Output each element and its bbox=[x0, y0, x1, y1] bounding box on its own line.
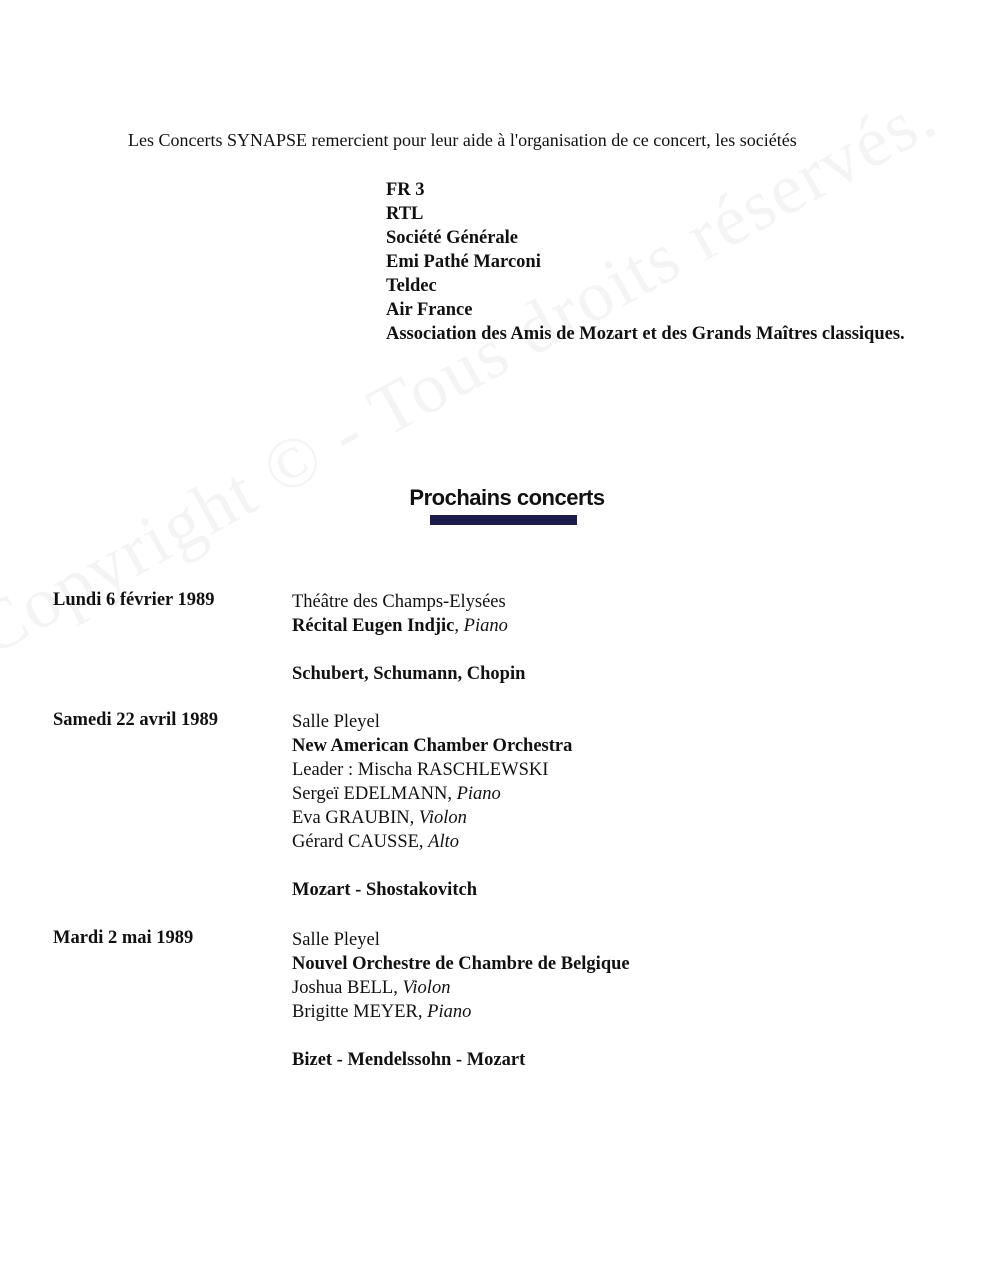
concert-venue: Salle Pleyel bbox=[292, 712, 380, 732]
performer-line bbox=[292, 976, 630, 1000]
program-instrument: Piano bbox=[463, 616, 508, 636]
performer-instrument: Piano bbox=[456, 784, 501, 804]
performer-instrument: Violon bbox=[418, 808, 467, 828]
performer-line bbox=[292, 782, 572, 806]
sponsor-item: RTL bbox=[386, 204, 424, 224]
sponsor-item: Teldec bbox=[386, 276, 437, 296]
concert-composers: Bizet - Mendelssohn - Mozart bbox=[292, 1050, 526, 1070]
program-name: Récital Eugen Indjic bbox=[292, 616, 455, 636]
performer-instrument: Alto bbox=[428, 832, 460, 852]
performer-line bbox=[292, 1000, 630, 1024]
concert-details bbox=[292, 590, 525, 686]
concert-composers: Schubert, Schumann, Chopin bbox=[292, 664, 526, 684]
sponsor-list bbox=[386, 178, 905, 346]
sponsor-item: FR 3 bbox=[386, 180, 425, 200]
sponsor-item: Air France bbox=[386, 300, 473, 320]
performer-instrument: Violon bbox=[402, 978, 451, 998]
performer-line bbox=[292, 830, 572, 854]
performer-name: Eva GRAUBIN, bbox=[292, 808, 415, 828]
concert-date: Lundi 6 février 1989 bbox=[53, 590, 215, 610]
concert-date: Samedi 22 avril 1989 bbox=[53, 710, 218, 730]
concert-program: Récital Eugen Indjic, Piano bbox=[292, 616, 508, 636]
concert-details bbox=[292, 928, 630, 1072]
concert-details bbox=[292, 710, 572, 902]
concert-leader: Leader : Mischa RASCHLEWSKI bbox=[292, 760, 549, 780]
sponsor-item: Société Générale bbox=[386, 228, 519, 248]
performer-name: Sergeï EDELMANN, bbox=[292, 784, 452, 804]
concert-program: Nouvel Orchestre de Chambre de Belgique bbox=[292, 954, 630, 974]
performer-name: Gérard CAUSSE, bbox=[292, 832, 424, 852]
sponsor-item: Emi Pathé Marconi bbox=[386, 252, 541, 272]
concert-composers: Mozart - Shostakovitch bbox=[292, 880, 477, 900]
performer-line bbox=[292, 806, 572, 830]
performer-instrument: Piano bbox=[427, 1002, 472, 1022]
sponsor-item: Association des Amis de Mozart et des Grands Maîtres classiques. bbox=[386, 324, 905, 344]
thanks-intro: Les Concerts SYNAPSE remercient pour leur aide à l'organisation de ce concert, les sociétés bbox=[128, 130, 797, 150]
concert-program: New American Chamber Orchestra bbox=[292, 736, 573, 756]
concert-date: Mardi 2 mai 1989 bbox=[53, 928, 194, 948]
concert-venue: Théâtre des Champs-Elysées bbox=[292, 592, 506, 612]
concert-venue: Salle Pleyel bbox=[292, 930, 380, 950]
section-title: Prochains concerts bbox=[409, 485, 605, 510]
performer-name: Joshua BELL, bbox=[292, 978, 398, 998]
title-underline-bar bbox=[430, 515, 577, 525]
performer-name: Brigitte MEYER, bbox=[292, 1002, 423, 1022]
